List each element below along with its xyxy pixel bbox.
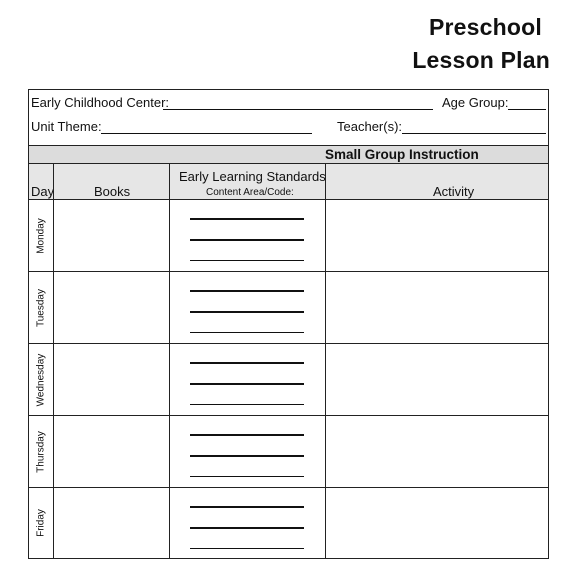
day-row-wednesday xyxy=(29,344,548,416)
standard-code-line[interactable] xyxy=(190,548,304,549)
day-row-tuesday xyxy=(29,272,548,344)
activity-column-header: Activity xyxy=(433,184,475,199)
standard-code-line[interactable] xyxy=(190,311,304,313)
day-label: Monday xyxy=(35,217,47,254)
page-title-line2: Lesson Plan xyxy=(412,47,550,73)
column-header-row xyxy=(29,164,548,200)
day-label: Tuesday xyxy=(35,288,47,327)
day-row-monday xyxy=(29,200,548,272)
day-label: Wednesday xyxy=(35,353,47,406)
standard-code-line[interactable] xyxy=(190,404,304,405)
day-label: Friday xyxy=(35,509,47,537)
books-column-header: Books xyxy=(94,184,131,199)
teacher-field[interactable] xyxy=(402,119,546,134)
activity-cell[interactable] xyxy=(326,272,548,343)
day-row-friday xyxy=(29,488,548,558)
section-header xyxy=(29,145,548,164)
standard-code-line[interactable] xyxy=(190,476,304,477)
standard-code-line[interactable] xyxy=(190,506,304,508)
activity-cell[interactable] xyxy=(326,416,548,487)
activity-cell[interactable] xyxy=(326,488,548,558)
standard-code-line[interactable] xyxy=(190,332,304,333)
books-cell[interactable] xyxy=(54,416,168,487)
books-cell[interactable] xyxy=(54,488,168,558)
day-label-cell xyxy=(29,344,53,415)
standards-column-header: Early Learning Standards xyxy=(179,169,326,184)
standard-code-line[interactable] xyxy=(190,383,304,385)
standard-code-line[interactable] xyxy=(190,239,304,241)
theme-field[interactable] xyxy=(101,119,312,134)
standard-code-line[interactable] xyxy=(190,218,304,220)
standard-code-line[interactable] xyxy=(190,290,304,292)
standard-code-line[interactable] xyxy=(190,434,304,436)
center-label: Early Childhood Center: xyxy=(31,95,170,110)
lesson-plan-form xyxy=(28,89,549,559)
day-label-cell xyxy=(29,200,53,271)
page-title-line1: Preschool xyxy=(428,14,542,40)
age-group-field[interactable] xyxy=(508,95,546,110)
standards-subheader: Content Area/Code: xyxy=(206,187,294,198)
center-field[interactable] xyxy=(163,95,433,110)
day-label: Thursday xyxy=(35,430,47,473)
day-label-cell xyxy=(29,488,53,558)
day-column-header: Day xyxy=(31,184,55,199)
books-cell[interactable] xyxy=(54,344,168,415)
standard-code-line[interactable] xyxy=(190,455,304,457)
standard-code-line[interactable] xyxy=(190,527,304,529)
day-label-cell xyxy=(29,272,53,343)
standard-code-line[interactable] xyxy=(190,362,304,364)
books-cell[interactable] xyxy=(54,200,168,271)
teacher-label: Teacher(s): xyxy=(337,119,403,134)
section-title: Small Group Instruction xyxy=(325,147,479,162)
day-row-thursday xyxy=(29,416,548,488)
activity-cell[interactable] xyxy=(326,344,548,415)
day-label-cell xyxy=(29,416,53,487)
standard-code-line[interactable] xyxy=(190,260,304,261)
activity-cell[interactable] xyxy=(326,200,548,271)
age-group-label: Age Group: xyxy=(442,95,509,110)
theme-label: Unit Theme: xyxy=(31,119,102,134)
books-cell[interactable] xyxy=(54,272,168,343)
